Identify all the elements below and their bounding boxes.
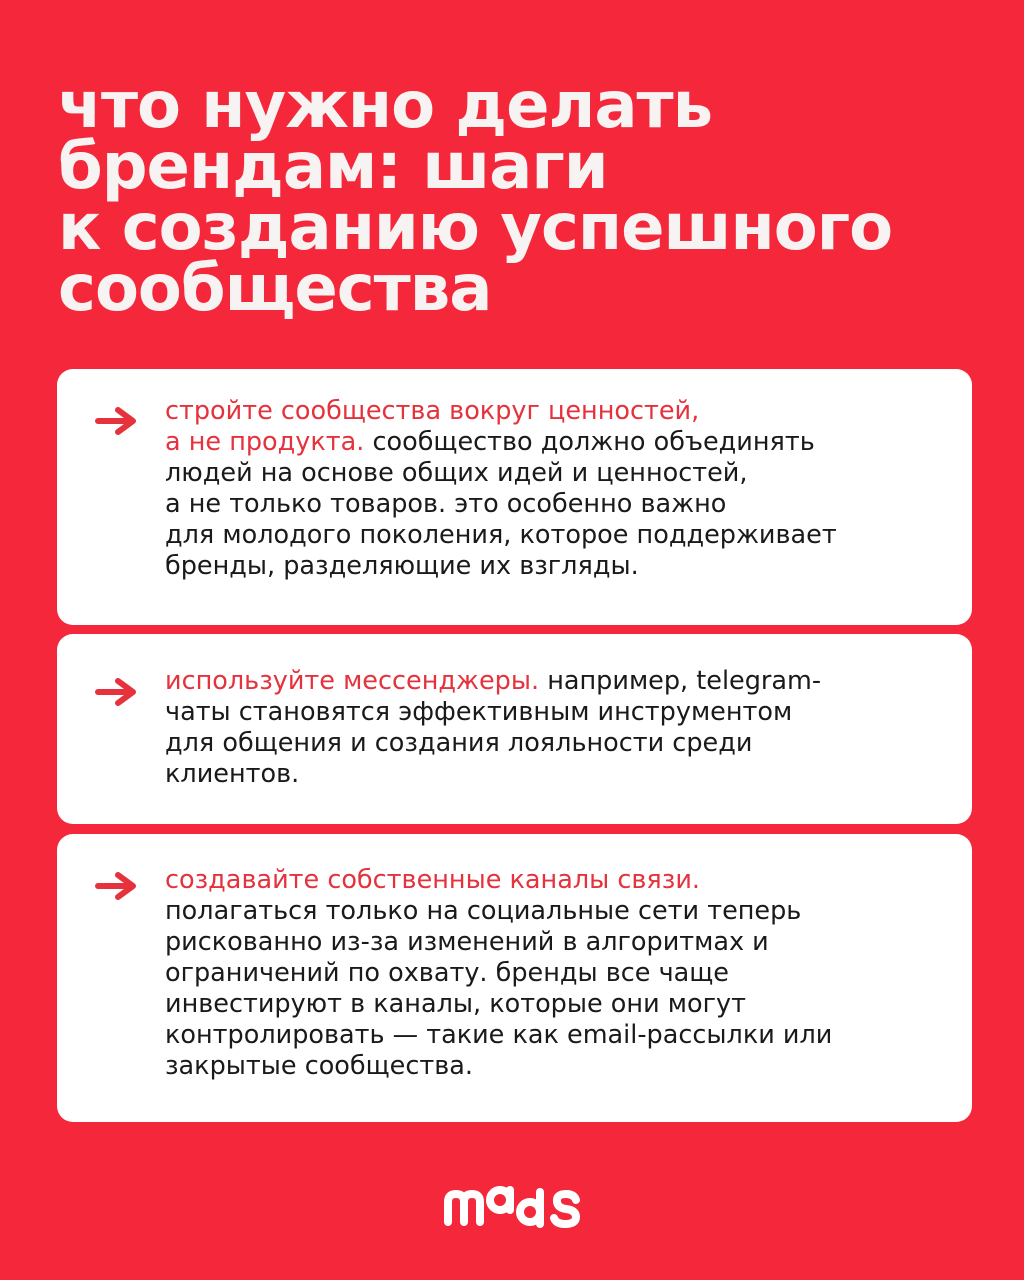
step-text [165, 396, 944, 582]
text-line [165, 396, 944, 427]
title-line: брендам: шаги [58, 130, 608, 204]
page-title [58, 69, 988, 326]
body-text: для общения и создания лояльности среди [165, 728, 753, 758]
text-line [165, 989, 944, 1020]
title-line: что нужно делать [58, 69, 713, 143]
body-text: а не только товаров. это особенно важно [165, 489, 727, 519]
text-line [165, 458, 944, 489]
text-line [165, 666, 944, 697]
title-line: сообщества [58, 252, 492, 326]
body-text: инвестируют в каналы, которые они могут [165, 989, 746, 1019]
text-line [165, 1051, 944, 1082]
highlight-text: стройте сообщества вокруг ценностей, [165, 396, 700, 426]
body-text: чаты становятся эффективным инструментом [165, 697, 793, 727]
highlight-text: а не продукта. [165, 427, 365, 457]
text-line [165, 1020, 944, 1051]
body-text: бренды, разделяющие их взгляды. [165, 551, 639, 581]
body-text: рискованно из-за изменений в алгоритмах и [165, 927, 769, 957]
body-text: полагаться только на социальные сети теперь [165, 896, 802, 926]
arrow-right-icon [95, 676, 141, 708]
text-line [165, 520, 944, 551]
arrow-right-icon [95, 870, 141, 902]
text-line [165, 489, 944, 520]
body-text: ограничений по охвату. бренды все чаще [165, 958, 730, 988]
body-text: людей на основе общих идей и ценностей, [165, 458, 748, 488]
text-line [165, 551, 944, 582]
text-line [165, 865, 944, 896]
text-line [165, 927, 944, 958]
body-text: контролировать — такие как email-рассылки или [165, 1020, 833, 1050]
text-line [165, 759, 944, 790]
step-text [165, 666, 944, 790]
highlight-text: используйте мессенджеры. [165, 666, 540, 696]
body-text: для молодого поколения, которое поддерживает [165, 520, 837, 550]
highlight-text: создавайте собственные каналы связи. [165, 865, 701, 895]
mads-logo [442, 1172, 584, 1236]
step-card-own-channels [57, 834, 972, 1122]
text-line [165, 427, 944, 458]
body-text: клиентов. [165, 759, 300, 789]
text-line [165, 896, 944, 927]
step-card-messengers [57, 634, 972, 824]
body-text: закрытые сообщества. [165, 1051, 473, 1081]
step-text [165, 865, 944, 1082]
text-line [165, 958, 944, 989]
arrow-right-icon [95, 405, 141, 437]
step-card-values [57, 369, 972, 625]
text-line [165, 697, 944, 728]
body-text: например, telegram- [539, 666, 822, 696]
body-text: сообщество должно объединять [364, 427, 815, 457]
title-line: к созданию успешного [58, 191, 893, 265]
text-line [165, 728, 944, 759]
